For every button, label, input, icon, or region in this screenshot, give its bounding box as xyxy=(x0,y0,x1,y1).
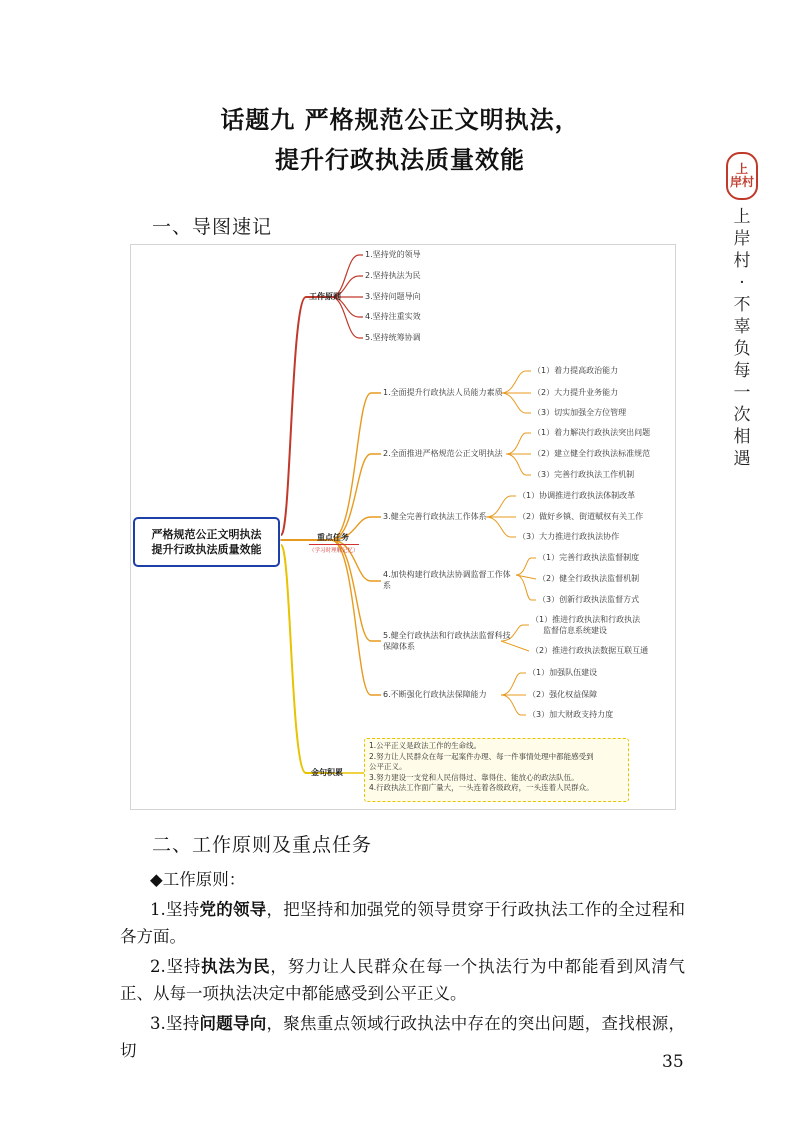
body-text xyxy=(120,866,685,1067)
task-group-label: 5.健全行政执法和行政执法监督科技 xyxy=(383,631,511,640)
keyword: 问题导向 xyxy=(199,1014,267,1033)
task-item: （2）建立健全行政执法标准规范 xyxy=(533,449,651,458)
task-group-label: 1.全面提升行政执法人员能力素质 xyxy=(383,388,503,397)
branch-tasks-note: （学习时理解记忆） xyxy=(309,544,359,554)
task-item: （2）健全行政执法监督机制 xyxy=(538,574,640,583)
task-group-label-cont: 保障体系 xyxy=(383,642,415,651)
principle-paragraph-3: 3.坚持问题导向，聚焦重点领域行政执法中存在的突出问题，查找根源，切 xyxy=(120,1014,685,1060)
seal-bottom-text: 岸村 xyxy=(729,175,754,189)
slogan-char: 次 xyxy=(733,405,751,425)
slogan-char: 相 xyxy=(733,427,751,447)
bullet-heading: ◆工作原则： xyxy=(150,870,246,889)
task-item: （3）切实加强全方位管理 xyxy=(533,408,627,417)
quote-line: 4.行政执法工作面广量大，一头连着各级政府，一头连着人民群众。 xyxy=(369,783,594,792)
quote-line: 3.努力建设一支党和人民信得过、靠得住、能放心的政法队伍。 xyxy=(369,772,579,782)
slogan-char: 岸 xyxy=(733,229,751,249)
principle-item: 5.坚持统筹协调 xyxy=(365,333,421,342)
slogan-char: · xyxy=(739,273,745,293)
task-item: （1）加强队伍建设 xyxy=(528,668,598,677)
quote-line: 公平正义。 xyxy=(369,762,407,771)
slogan-char: 负 xyxy=(733,339,751,359)
task-item-cont: 监督信息系统建设 xyxy=(543,626,607,635)
principle-paragraph-1: 1.坚持党的领导，把坚持和加强党的领导贯穿于行政执法工作的全过程和各方面。 xyxy=(120,900,685,946)
quote-line: 2.努力让人民群众在每一起案件办理、每一件事情处理中都能感受到 xyxy=(369,751,594,761)
page-number: 35 xyxy=(662,1052,684,1072)
task-item: （2）强化权益保障 xyxy=(528,690,598,699)
slogan-char: 辜 xyxy=(733,317,751,337)
keyword: 党的领导 xyxy=(199,900,267,919)
task-item: （1）协调推进行政执法体制改革 xyxy=(518,491,636,500)
task-item: （2）做好乡镇、街道赋权有关工作 xyxy=(518,512,644,521)
slogan-char: 一 xyxy=(733,383,751,403)
quotes-box xyxy=(364,738,629,802)
task-item: （3）创新行政执法监督方式 xyxy=(538,595,640,604)
page-title-line2: 提升行政执法质量效能 xyxy=(275,145,525,174)
slogan-char: 遇 xyxy=(733,449,751,469)
principle-item: 3.坚持问题导向 xyxy=(365,292,421,301)
keyword: 执法为民 xyxy=(201,957,271,976)
branch-principles: 工作原则 xyxy=(309,292,341,301)
principle-item: 1.坚持党的领导 xyxy=(365,250,421,259)
section-heading-mindmap: 一、导图速记 xyxy=(152,216,273,238)
branch-quotes: 金句积累 xyxy=(311,768,343,777)
seal-top-text: 上 xyxy=(735,162,748,176)
task-item: （3）加大财政支持力度 xyxy=(528,710,614,719)
task-item: （3）完善行政执法工作机制 xyxy=(533,470,635,479)
mind-map-root xyxy=(133,517,280,567)
slogan-char: 每 xyxy=(733,361,751,381)
principle-paragraph-2: 2.坚持执法为民，努力让人民群众在每一个执法行为中都能看到风清气正、从每一项执法决定中都能感受到公平正义。 xyxy=(120,957,685,1003)
slogan-char: 上 xyxy=(733,207,751,227)
page-title-line1: 话题九 严格规范公正文明执法， xyxy=(220,105,580,134)
brand-vertical-slogan xyxy=(729,206,755,470)
task-group-label: 3.健全完善行政执法工作体系 xyxy=(383,512,487,521)
task-item: （1）完善行政执法监督制度 xyxy=(538,553,640,562)
brand-seal xyxy=(726,152,758,200)
task-item: （1）着力提高政治能力 xyxy=(533,366,619,375)
root-line2: 提升行政执法质量效能 xyxy=(151,543,262,556)
quote-line: 1.公平正义是政法工作的生命线。 xyxy=(369,741,482,750)
principle-item: 4.坚持注重实效 xyxy=(365,312,421,321)
root-line1: 严格规范公正文明执法 xyxy=(151,528,262,541)
task-item: （2）大力提升业务能力 xyxy=(533,388,619,397)
branch-tasks: 重点任务 xyxy=(317,533,349,542)
section-heading-principles: 二、工作原则及重点任务 xyxy=(152,834,373,856)
task-group-label: 4.加快构建行政执法协调监督工作体 xyxy=(383,570,511,579)
task-item: （1）推进行政执法和行政执法 xyxy=(531,615,641,624)
task-item: （2）推进行政执法数据互联互通 xyxy=(531,646,649,655)
principle-item: 2.坚持执法为民 xyxy=(365,271,421,280)
task-item: （1）着力解决行政执法突出问题 xyxy=(533,428,651,437)
task-item: （3）大力推进行政执法协作 xyxy=(518,532,620,541)
task-group-label: 6.不断强化行政执法保障能力 xyxy=(383,690,487,699)
task-group-label-cont: 系 xyxy=(383,581,391,590)
mind-map xyxy=(130,244,676,810)
slogan-char: 不 xyxy=(733,295,751,315)
slogan-char: 村 xyxy=(733,251,751,271)
task-group-label: 2.全面推进严格规范公正文明执法 xyxy=(383,449,503,458)
